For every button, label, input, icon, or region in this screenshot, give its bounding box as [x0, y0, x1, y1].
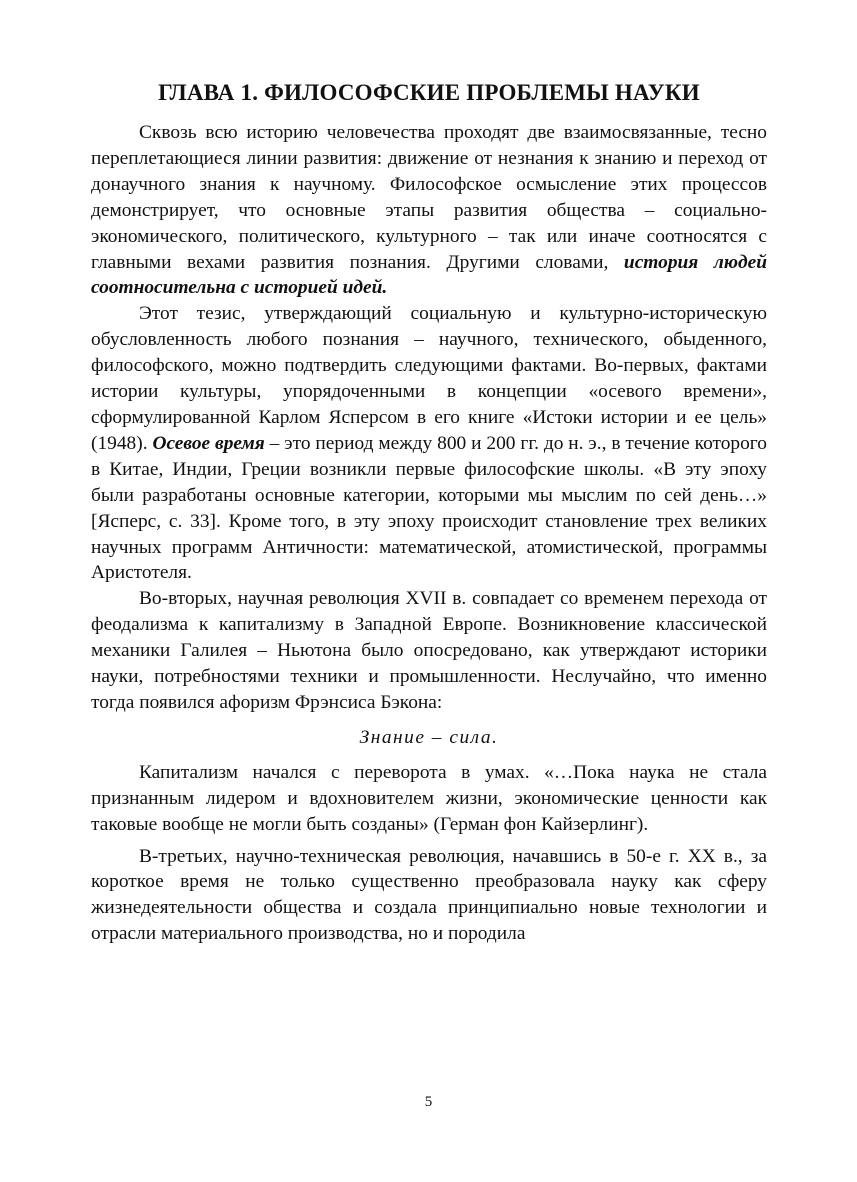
- paragraph-3-text: Во-вторых, научная революция XVII в. совпадает со временем перехода от феодализма к капитализму в Западной Европе. Возникновение классической механики Галилея – Ньютона было опосредовано, как утверждают историки науки, потребностями техники и промышленности. Неслучайно, что именно тогда появился афоризм Фрэнсиса Бэкона:: [91, 588, 767, 713]
- paragraph-4-text: Капитализм начался с переворота в умах. «…Пока наука не стала признанным лидером и вдохновителем жизни, экономические ценности как таковые вообще не могли быть созданы» (Герман фон Кайзерлинг).: [91, 761, 767, 835]
- paragraph-2-emphasis: Осевое время: [152, 432, 265, 454]
- paragraph-3: [91, 586, 767, 716]
- paragraph-1-tail: .: [382, 277, 388, 299]
- paragraph-2: [91, 301, 767, 586]
- chapter-title: ГЛАВА 1. ФИЛОСОФСКИЕ ПРОБЛЕМЫ НАУКИ: [158, 80, 700, 105]
- paragraph-5-text: В-третьих, научно-техническая революция, начавшись в 50-е г. XX в., за короткое время не только существенно преобразовала науку как сферу жизнедеятельности общества и создала принципиально новые технологии и отрасли материального производства, но и породила: [91, 845, 767, 945]
- paragraph-2-text: Этот тезис, утверждающий социальную и культурно-историческую обусловленность любого познания – научного, технического, обыденного, философского, можно подтвердить следующими фактами. Во-первых, фактами истории культуры, упорядоченными в концепции «осевого времени», сформулированной Карлом Ясперсом в его книге «Истоки истории и ее цель» (1948).: [91, 303, 767, 454]
- aphorism-quote: Знание – сила.: [359, 726, 499, 748]
- page-number: 5: [424, 1094, 433, 1110]
- paragraph-1-text: Сквозь всю историю человечества проходят две взаимосвязанные, тесно переплетающиеся линии развития: движение от незнания к знанию и переход от донаучного знания к научному. Философское осмысление этих процессов демонстрирует, что основные этапы развития общества – социально-экономического, политического, культурного – так или иначе соотносятся с главными вехами развития познания. Другими словами,: [91, 122, 767, 273]
- paragraph-4: [91, 760, 767, 838]
- paragraph-2-tail: – это период между 800 и 200 гг. до н. э., в течение которого в Китае, Индии, Греции возникли первые философские школы. «В эту эпоху были разработаны основные категории, которыми мы мыслим по сей день…» [Ясперс, с. 33]. Кроме того, в эту эпоху происходит становление трех великих научных программ Античности: математической, атомистической, программы Аристотеля.: [91, 432, 767, 584]
- paragraph-1: [91, 120, 767, 301]
- paragraph-5: [91, 844, 767, 948]
- paragraph-1-emphasis: история людей соотносительна с историей идей: [91, 251, 767, 299]
- page-body: [91, 78, 767, 947]
